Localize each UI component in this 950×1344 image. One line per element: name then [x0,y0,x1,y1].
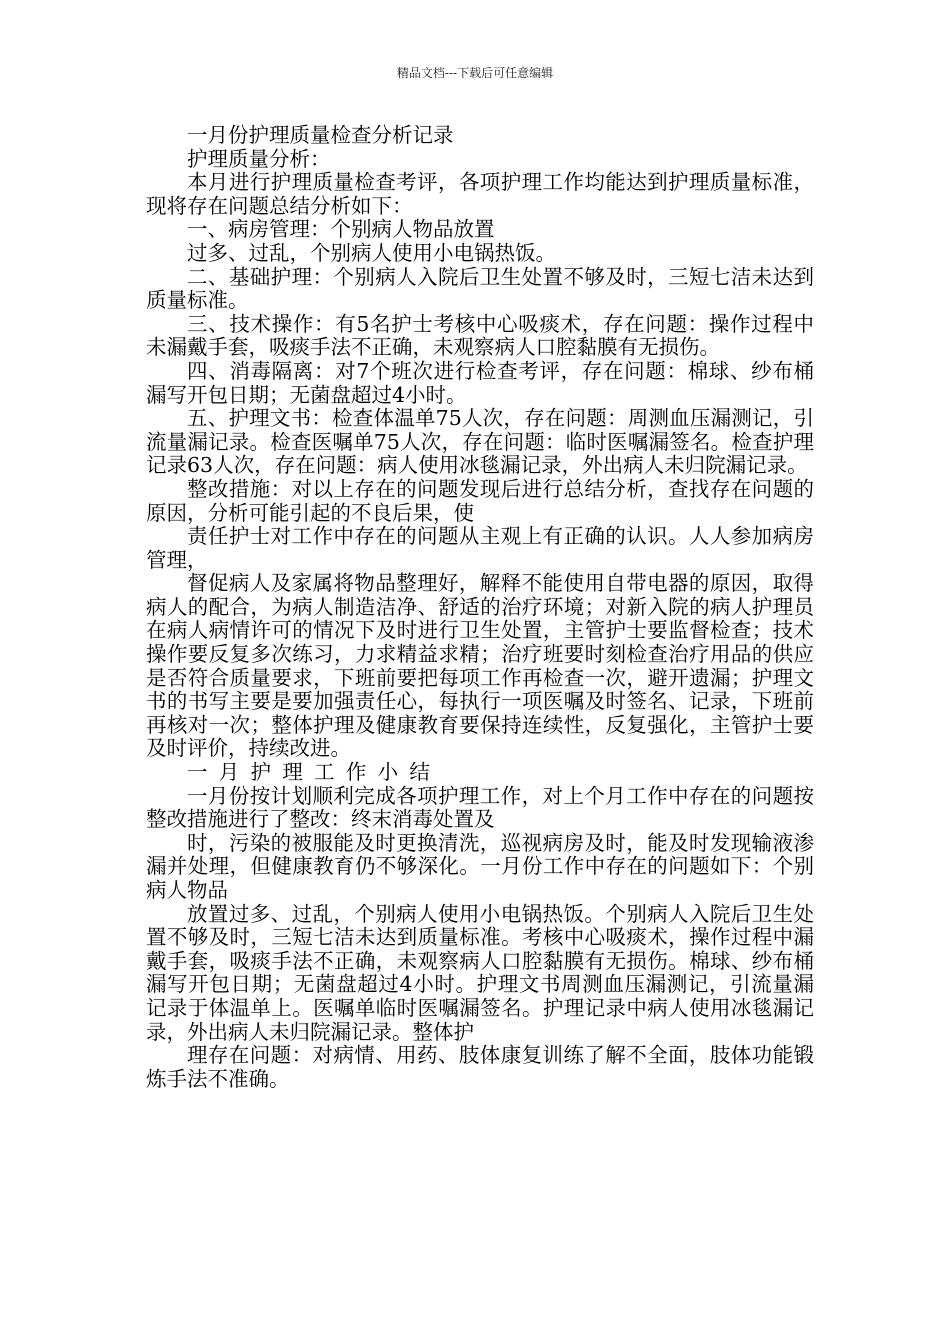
page-header: 精品文档---下载后可任意编辑 [396,66,554,80]
paragraph: 五、护理文书：检查体温单75人次，存在问题：周测血压漏测记，引流量漏记录。检查医嘱单75人次，存在问题：临时医嘱漏签名。检查护理记录63人次，存在问题：病人使用冰毯漏记录，外出病人未归院漏记录。 [146,406,814,478]
document-body [146,124,814,1091]
paragraph: 放置过多、过乱，个别病人使用小电锅热饭。个别病人入院后卫生处置不够及时，三短七洁未达到质量标准。考核中心吸痰术，操作过程中漏戴手套，吸痰手法不正确，未观察病人口腔黏膜有无损伤。棉球、纱布桶漏写开包日期；无菌盘超过4小时。护理文书周测血压漏测记，引流量漏记录于体温单上。医嘱单临时医嘱漏签名。护理记录中病人使用冰毯漏记录，外出病人未归院漏记录。整体护 [146,901,814,1044]
paragraph: 三、技术操作：有5名护士考核中心吸痰术，存在问题：操作过程中未漏戴手套，吸痰手法不正确，未观察病人口腔黏膜有无损伤。 [146,311,814,360]
paragraph: 时，污染的被服能及时更换清洗，巡视病房及时，能及时发现输液渗漏并处理，但健康教育仍不够深化。一月份工作中存在的问题如下：个别病人物品 [146,830,814,902]
paragraph: 责任护士对工作中存在的问题从主观上有正确的认识。人人参加病房管理， [146,524,814,572]
paragraph: 一、病房管理：个别病人物品放置 [187,217,495,242]
paragraph: 本月进行护理质量检查考评，各项护理工作均能达到护理质量标准，现将存在问题总结分析如下： [146,170,814,218]
section-heading: 护理质量分析： [187,146,331,171]
paragraph: 理存在问题：对病情、用药、肢体康复训练了解不全面，肢体功能锻炼手法不准确。 [146,1043,814,1091]
paragraph: 整改措施：对以上存在的问题发现后进行总结分析，查找存在问题的原因，分析可能引起的不良后果，使 [146,476,814,525]
section-heading: 一月护理工作小结 [187,760,442,785]
paragraph: 过多、过乱，个别病人使用小电锅热饭。 [187,240,556,265]
paragraph: 二、基础护理：个别病人入院后卫生处置不够及时，三短七洁未达到质量标准。 [146,264,814,313]
paragraph: 督促病人及家属将物品整理好，解释不能使用自带电器的原因，取得病人的配合，为病人制造洁净、舒适的治疗环境；对新入院的病人护理员在病人病情许可的情况下及时进行卫生处置，主管护士要监督检查；技术操作要反复多次练习，力求精益求精；治疗班要时刻检查治疗用品的供应是否符合质量要求，下班前要把每项工作再检查一次，避开遗漏；护理文书的书写主要是要加强责任心，每执行一项医嘱及时签名、记录，下班前再核对一次；整体护理及健康教育要保持连续性，反复强化，主管护士要及时评价，持续改进。 [146,571,814,761]
paragraph: 一月份按计划顺利完成各项护理工作，对上个月工作中存在的问题按整改措施进行了整改：终末消毒处置及 [146,783,814,832]
paragraph: 四、消毒隔离：对7个班次进行检查考评，存在问题：棉球、纱布桶漏写开包日期；无菌盘超过4小时。 [146,358,814,407]
document-title: 一月份护理质量检查分析记录 [187,123,454,147]
